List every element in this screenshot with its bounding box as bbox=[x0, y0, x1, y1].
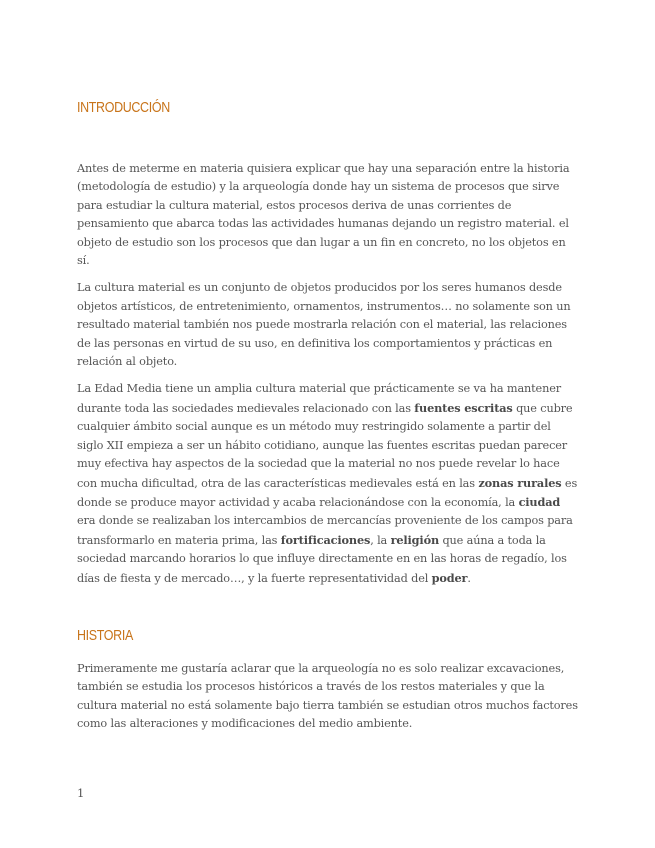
text-run: que aúna a toda la sociedad marcando horarios lo que influye directamente en en las horas de regadío, los días de fiesta y de mercado…, y la fuerte representatividad del bbox=[77, 533, 567, 585]
intro-paragraph-2: La cultura material es un conjunto de objetos producidos por los seres humanos desde objetos artísticos, de entretenimiento, ornamentos, instrumentos… no solamente son un resultado material también nos puede mostrarla relación con el material, las relaciones de las personas en virtud de su uso, en definitiva los comportamientos y prácticas en relación al objeto. bbox=[77, 281, 571, 369]
intro-heading: INTRODUCCIÓN bbox=[77, 100, 170, 116]
historia-paragraph-1: Primeramente me gustaría aclarar que la arqueología no es solo realizar excavaciones, también se estudia los procesos históricos a través de los restos materiales y que la cultura material no está solamente bajo tierra también se estudian otros muchos factores como las alteraciones y modificaciones del medio ambiente. bbox=[77, 662, 578, 731]
page-number: 1 bbox=[77, 786, 85, 800]
text-run: . bbox=[467, 571, 471, 585]
intro-paragraph-1: Antes de meterme en materia quisiera explicar que hay una separación entre la historia (metodología de estudio) y la arqueología donde hay un sistema de procesos que sirve para estudiar la cultura material, estos procesos deriva de unas corrientes de pensamiento que abarca todas las actividades humanas dejando un registro material. el objeto de estudio son los procesos que dan lugar a un fin en concreto, no los objetos en sí. bbox=[77, 162, 570, 268]
historia-section bbox=[77, 660, 579, 743]
text-run: La Edad Media tiene un amplia cultura material que prácticamente se va ha mantener durante toda las sociedades medievales relacionado con las bbox=[77, 382, 562, 415]
bold-term-fuentes-escritas: fuentes escritas bbox=[414, 400, 513, 415]
text-run: es donde se produce mayor actividad y acaba relacionándose con la economía, la bbox=[77, 476, 578, 509]
bold-term-ciudad: ciudad bbox=[518, 494, 561, 509]
intro-paragraph-3 bbox=[77, 380, 579, 587]
bold-term-poder: poder bbox=[431, 570, 468, 585]
bold-term-fortificaciones: fortificaciones bbox=[280, 532, 371, 547]
bold-term-zonas-rurales: zonas rurales bbox=[478, 475, 562, 490]
bold-term-religion: religión bbox=[390, 532, 440, 547]
text-run: que cubre cualquier ámbito social aunque es un método muy restringido solamente a partir del siglo XII empieza a ser un hábito cotidiano, aunque las fuentes escritas puedan parecer muy efectiva hay aspectos de la sociedad que la material no nos puede revelar lo hace con mucha dificultad, otra de las características medievales está en las bbox=[77, 401, 573, 490]
text-run: era donde se realizaban los intercambios de mercancías proveniente de los campos para transformarlo en materia prima, las bbox=[77, 514, 573, 547]
page-content bbox=[77, 100, 579, 731]
historia-heading: HISTORIA bbox=[77, 628, 133, 644]
text-run: , la bbox=[370, 533, 391, 547]
